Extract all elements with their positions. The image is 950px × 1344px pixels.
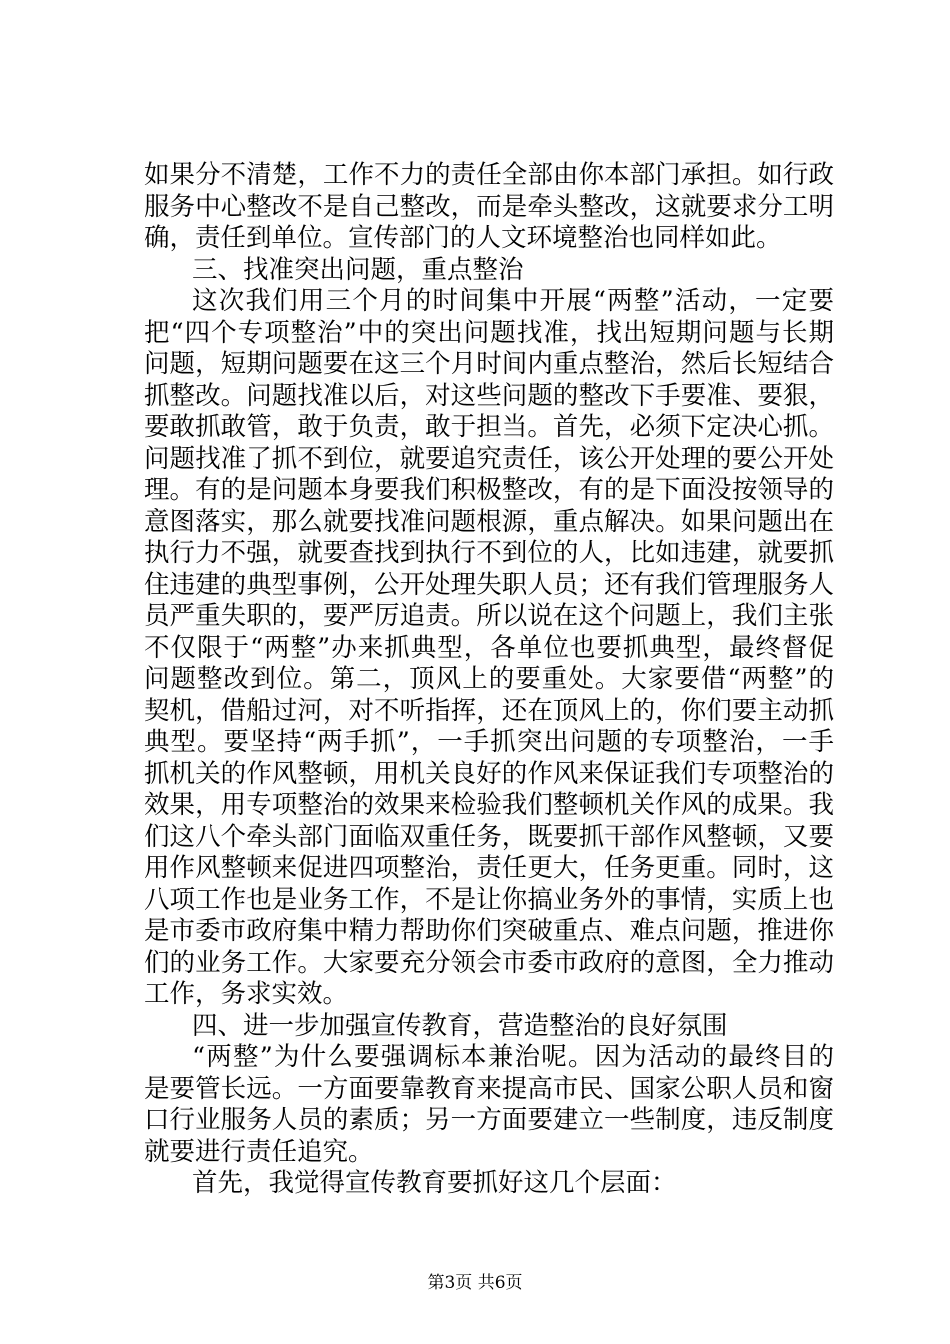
text-line: 确，责任到单位。宣传部门的人文环境整治也同样如此。 — [144, 223, 782, 253]
text-line: 员严重失职的，要严厉追责。所以说在这个问题上，我们主张 — [144, 601, 834, 631]
page-number: 第3页 共6页 — [427, 1273, 523, 1293]
document-body — [144, 160, 834, 1200]
text-line: 抓整改。问题找准以后，对这些问题的整改下手要准、要狠， — [144, 380, 834, 411]
text-line: 要敢抓敢管，敢于负责，敢于担当。首先，必须下定决心抓。 — [144, 412, 834, 442]
text-line: 口行业服务人员的素质；另一方面要建立一些制度，违反制度 — [144, 1105, 834, 1135]
text-line: 三、找准突出问题，重点整治 — [192, 254, 524, 285]
text-line: 效果，用专项整治的效果来检验我们整顿机关作风的成果。我 — [144, 790, 834, 820]
text-line: 抓机关的作风整顿，用机关良好的作风来保证我们专项整治的 — [144, 758, 834, 789]
text-line: “两整”为什么要强调标本兼治呢。因为活动的最终目的 — [192, 1042, 834, 1072]
text-line: 们的业务工作。大家要充分领会市委市政府的意图，全力推动 — [144, 947, 834, 978]
text-line: 理。有的是问题本身要我们积极整改，有的是下面没按领导的 — [144, 475, 834, 505]
text-line: 这次我们用三个月的时间集中开展“两整”活动，一定要 — [192, 286, 834, 316]
text-line: 意图落实，那么就要找准问题根源，重点解决。如果问题出在 — [144, 506, 834, 537]
text-line: 住违建的典型事例，公开处理失职人员；还有我们管理服务人 — [144, 569, 834, 600]
text-line: 如果分不清楚，工作不力的责任全部由你本部门承担。如行政 — [144, 160, 834, 190]
text-line: 四、进一步加强宣传教育，营造整治的良好氛围 — [192, 1010, 728, 1041]
text-line: 契机，借船过河，对不听指挥，还在顶风上的，你们要主动抓 — [144, 695, 834, 726]
text-line: 执行力不强，就要查找到执行不到位的人，比如违建，就要抓 — [144, 538, 834, 568]
text-line: 工作，务求实效。 — [144, 979, 349, 1009]
text-line: 不仅限于“两整”办来抓典型，各单位也要抓典型，最终督促 — [144, 632, 834, 663]
text-line: 问题，短期问题要在这三个月时间内重点整治，然后长短结合 — [144, 349, 834, 379]
text-line: 服务中心整改不是自己整改，而是牵头整改，这就要求分工明 — [144, 191, 834, 222]
text-line: 首先，我觉得宣传教育要抓好这几个层面： — [192, 1168, 677, 1198]
text-line: 问题找准了抓不到位，就要追究责任，该公开处理的要公开处 — [144, 443, 834, 474]
text-line: 是要管长远。一方面要靠教育来提高市民、国家公职人员和窗 — [144, 1073, 834, 1104]
page-footer — [0, 1272, 950, 1294]
text-line: 典型。要坚持“两手抓”，一手抓突出问题的专项整治，一手 — [144, 727, 834, 757]
text-line: 用作风整顿来促进四项整治，责任更大，任务更重。同时，这 — [144, 853, 834, 883]
text-line: 们这八个牵头部门面临双重任务，既要抓干部作风整顿，又要 — [144, 821, 834, 852]
text-line: 把“四个专项整治”中的突出问题找准，找出短期问题与长期 — [144, 317, 834, 348]
text-line: 就要进行责任追究。 — [144, 1136, 374, 1167]
text-line: 是市委市政府集中精力帮助你们突破重点、难点问题，推进你 — [144, 916, 834, 946]
text-line: 问题整改到位。第二，顶风上的要重处。大家要借“两整”的 — [144, 664, 834, 694]
text-line: 八项工作也是业务工作，不是让你搞业务外的事情，实质上也 — [144, 884, 834, 915]
